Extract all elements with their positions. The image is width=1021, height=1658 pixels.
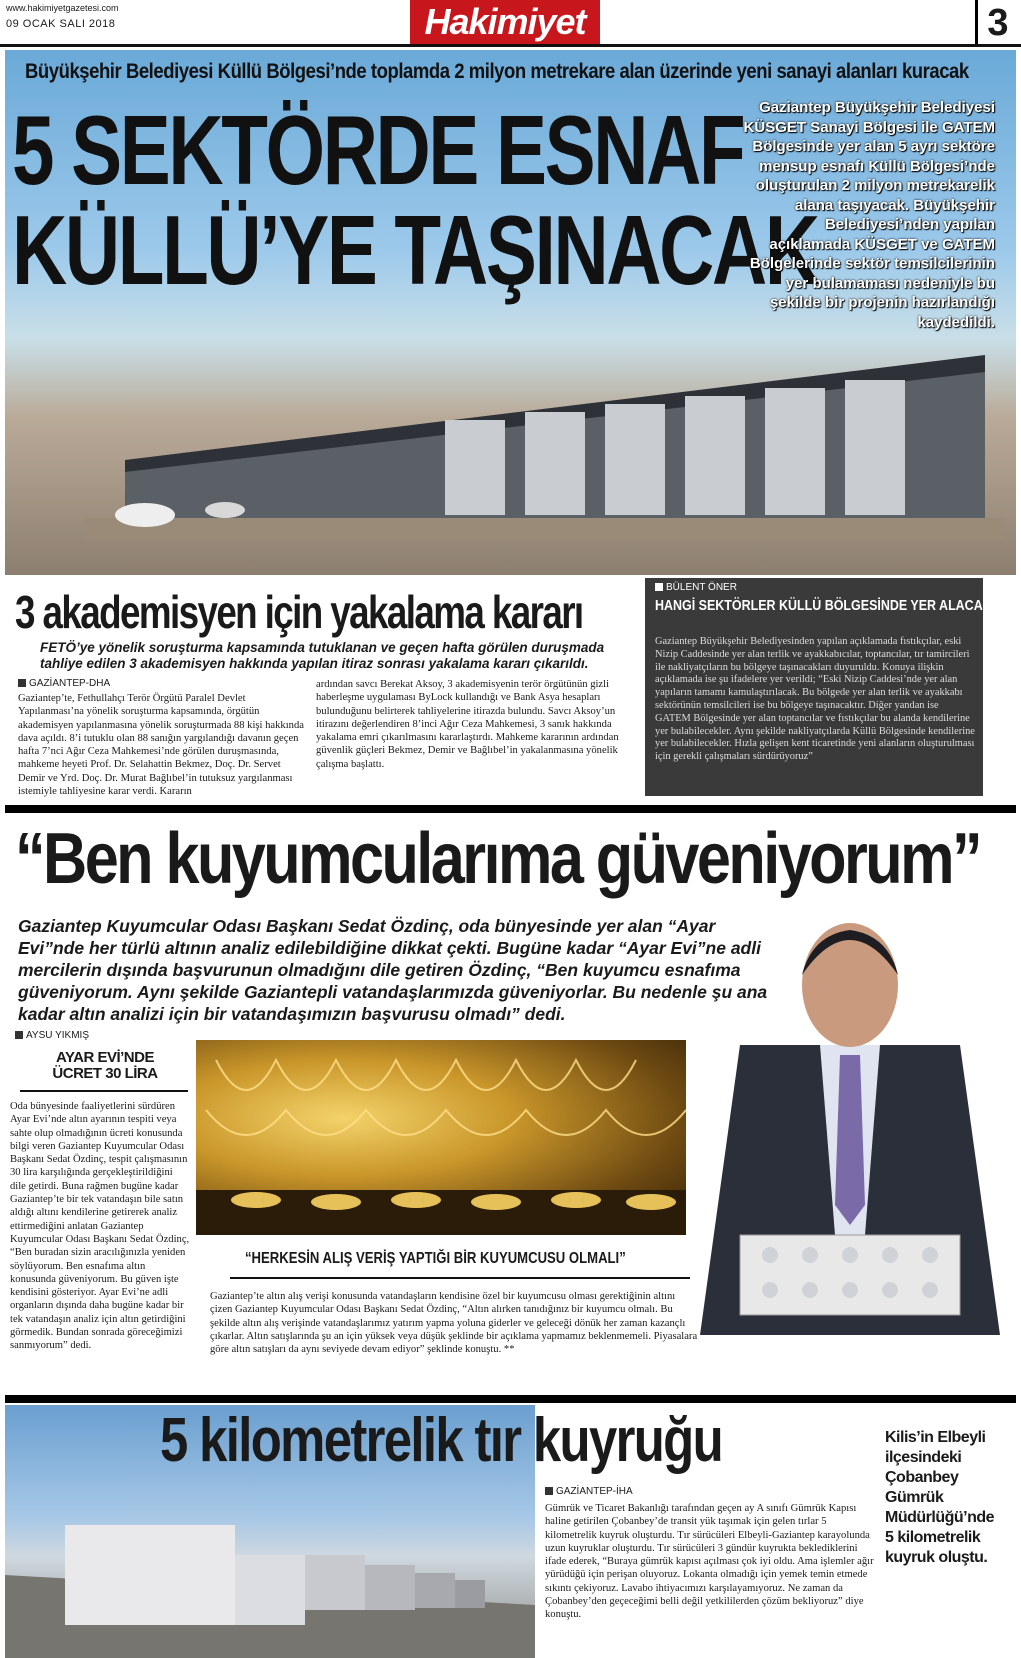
academics-headline: 3 akademisyen için yakalama kararı (15, 586, 583, 638)
gold-jewelry-image (196, 1040, 686, 1235)
jeweler-column-2: Gaziantep’te altın alış verişi konusunda vatandaşların kendisine özel bir kuyumcusu olması gerektiğinin altını çizen Gaziantep Kuyumcular Odası Başkanı Sedat Özdinç, “Altın alırken tanıdığınız bir kuyumcu olmalı. Bu şekilde altın alış verişinde vatandaşlarımız yatırım yapma yoluna giderler ve geleceği dönük her zaman kazançlı çıkarlar. Altın satışlarında şu an için yüksek veya düşük şeklinde bir açıklama yapmamız beklenmemeli. Piyasalara göre altın satışları da aynı seviyede devam ediyor” şeklinde konuştu. ** (210, 1291, 698, 1356)
subhead-rule (20, 1090, 188, 1092)
pull-quote-rule (230, 1277, 690, 1279)
person-portrait-image (700, 905, 1000, 1335)
academics-byline: GAZİANTEP-DHA (18, 678, 110, 689)
lead-kicker: Büyükşehir Belediyesi Küllü Bölgesi’nde toplamda 2 milyon metrekare alan üzerinde yeni sanayi alanları kuracak (25, 60, 969, 83)
sidebar-text: Gaziantep Büyükşehir Belediyesinden yapılan açıklamada fıstıkçılar, eski Nizip Caddesinde yer alan terlik ve ayakkabıcılar, toptancılar, tır tamircileri ile nakliyatçıların bu bölgeye taşınacakları duyuruldu. Konuya ilişkin açıklamada ise şu ifadelere yer verildi; “Eski Nizip Caddesi’nde yer alan yapıların tamamı kamulaştırılacak. Bu bölgede yer alan terlik ve ayakkabı sektörünün temsilcileri ise bu bölgeye taşınacaktır. Diğer yandan ise GATEM Bölgesinde yer alan toptancılar ve fıstıkçılar bu alanda kendilerine yer bulabilecekler. Aynı şekilde nakliyatçılarda Küllü Bölgesinde kendilerine yer bulabilecekler. Hızla gelişen kent ticaretinde yeni alanların oluşturulması için gerekli çalışmaları sürdürüyoruz” (655, 636, 975, 763)
pull-quote: “HERKESİN ALIŞ VERİŞ YAPTIĞI BİR KUYUMCUSU OLMALI” (245, 1250, 626, 1267)
masthead-rule (0, 44, 1021, 47)
academics-column-1: Gaziantep’te, Fethullahçı Terör Örgütü Paralel Devlet Yapılanması’na yönelik soruşturma kapsamında, örgütün akademisyen yapılanmasına yönelik soruşturmada 88 kişi hakkında dava açıldı. 8’i tutuklu olan 88 sanığın yargılandığı davanın geçen hafta 7’nci Ağır Ceza Mahkemesi’nde görülen duruşmasında, mahkeme heyeti Prof. Dr. Selahattin Bekmez, Doç. Dr. Servet Demir ve Yrd. Doç. Dr. Murat Bağlıbel’in tutuksuz yargılanması istemiyle tahliyesine karar verdi. Kararın (18, 693, 304, 798)
newspaper-logo: Hakimiyet (410, 0, 600, 44)
lead-headline-line1: 5 SEKTÖRDE ESNAF (12, 95, 744, 205)
lead-deck: Gaziantep Büyükşehir Belediyesi KÜSGET Sanayi Bölgesi ile GATEM Bölgesinde yer alan 5 ayrı sektöre mensup esnafı Küllü Bölgesi’nde oluşturulan 2 milyon metrekarelik alana taşıyacak. Büyükşehir Belediyesi’nden yapılan açıklamada KÜSGET ve GATEM Bölgelerinde sektör temsilcilerinin yer bulamaması nedeniyle bu şekilde bir projenin hazırlandığı kaydedildi. (743, 99, 995, 331)
section-divider-1 (5, 805, 1016, 813)
ayar-evi-subhead: AYAR EVİ’NDE ÜCRET 30 LİRA (52, 1049, 158, 1082)
page-number: 3 (975, 0, 1018, 44)
truck-byline: GAZİANTEP-İHA (545, 1486, 633, 1497)
issue-date: 09 OCAK SALI 2018 (6, 18, 116, 30)
truck-deck: Kilis’in Elbeyli ilçesindeki Çobanbey Gümrük Müdürlüğü’nde 5 kilometrelik kuyruk oluştu. (885, 1429, 995, 1566)
industrial-building-image (85, 350, 1005, 540)
sidebar-byline: BÜLENT ÖNER (655, 582, 737, 593)
truck-headline: 5 kilometrelik tır kuyruğu (160, 1406, 722, 1475)
jeweler-byline: AYSU YIKMIŞ (15, 1030, 89, 1041)
jeweler-column-1: Oda bünyesinde faaliyetlerini sürdüren Ayar Evi’nde altın ayarının tespiti veya sahte olup olmadığının ücreti konusunda bilgi veren Gaziantep Kuyumcular Odası Başkanı Sedat Özdinç, tespit çalışmasının 30 lira karşılığında gerçekleştirildiğini dile getirdi. Buna rağmen bugüne kadar Gaziantep’te bir tek vatandaşın bile satın aldığı altını kendilerine getirerek analiz ettirmediğini anlatan Gaziantep Kuyumcular Odası Başkanı Sedat Özdinç, “Ben buradan sizin aracılığınızla yeniden söylüyorum. Ben esnafıma altın konusunda güveniyorum. Bu güven işte kendisini gösteriyor. Ayar Evi’ne adli organların dışında daha bugüne kadar bir tek vatandaşın analiz için altın getirdiğini görmedik. Bundan sonrada göreceğimizi sanmıyorum” dedi. (10, 1101, 190, 1352)
truck-body: Gümrük ve Ticaret Bakanlığı tarafından geçen ay A sınıfı Gümrük Kapısı haline getirilen Çobanbey’de transit yük taşımak için gelen tırlar 5 kilometrelik kuyruk oluşturdu. Tır sürücüleri Elbeyli-Gaziantep karayolunda uzun kuyruklar oluşturdu. Tır sürücüleri 3 gündür kuyrukta beklediklerini ifade ederek, “Buraya gümrük kapısı açılması çok iyi oldu. Ama işlemler ağır yürüdüğü için perişan oluyoruz. Lokanta olmadığı için yemek temin etmede sıkıntı çekiyoruz. Lavabo ihtiyacımızı karşılayamıyoruz. Ne zaman da Çobanbey’den geçeceğimi belli değil yetkililerden çözüm bekliyoruz” diye konuştu. (545, 1503, 874, 1621)
jeweler-lead: Gaziantep Kuyumcular Odası Başkanı Sedat Özdinç, oda bünyesinde yer alan “Ayar Evi”nde her türlü altının analiz edilebildiğine dikkat çekti. Bugüne kadar “Ayar Evi”ne adli mercilerin dışında başvurunun olmadığını dile getiren Özdinç, “Ben kuyumcu esnafıma güveniyorum. Aynı şekilde Gaziantepli vatandaşlarımızda güveniyorlar. Bu nedenle şu ana kadar altın analizi için bir vatandaşımızın başvurusu olmadı” dedi. (18, 916, 768, 1024)
lead-headline-line2: KÜLLÜ’YE TAŞINACAK (12, 195, 818, 305)
section-divider-2 (5, 1395, 1016, 1403)
site-url[interactable]: www.hakimiyetgazetesi.com (6, 3, 119, 13)
sidebar-title: HANGİ SEKTÖRLER KÜLLÜ BÖLGESİNDE YER ALACAK? (655, 598, 1000, 614)
academics-lead: FETÖ’ye yönelik soruşturma kapsamında tutuklanan ve geçen hafta görülen duruşmada tahliye edilen 3 akademisyen hakkında yapılan itiraz sonrası yakalama kararı çıkarıldı. (40, 640, 605, 671)
jeweler-headline: “Ben kuyumcularıma güveniyorum” (15, 819, 981, 899)
academics-column-2: ardından savcı Berekat Aksoy, 3 akademisyenin terör örgütünün gizli haberleşme uygulaması ByLock kullandığı ve Bank Asya hesapları bulunduğunu belirterek tahliyelerine itirazda bulundu. Savcı Aksoy’un itirazını değerlendiren 8’inci Ağır Ceza Mahkemesi, 3 sanık hakkında yakalama emri çıkarılmasını kararlaştırdı. Mahkeme kararının ardından güvenlik güçleri Bekmez, Demir ve Bağlıbel’in yakalanmasına yönelik çalışma başlattı. (316, 679, 619, 770)
